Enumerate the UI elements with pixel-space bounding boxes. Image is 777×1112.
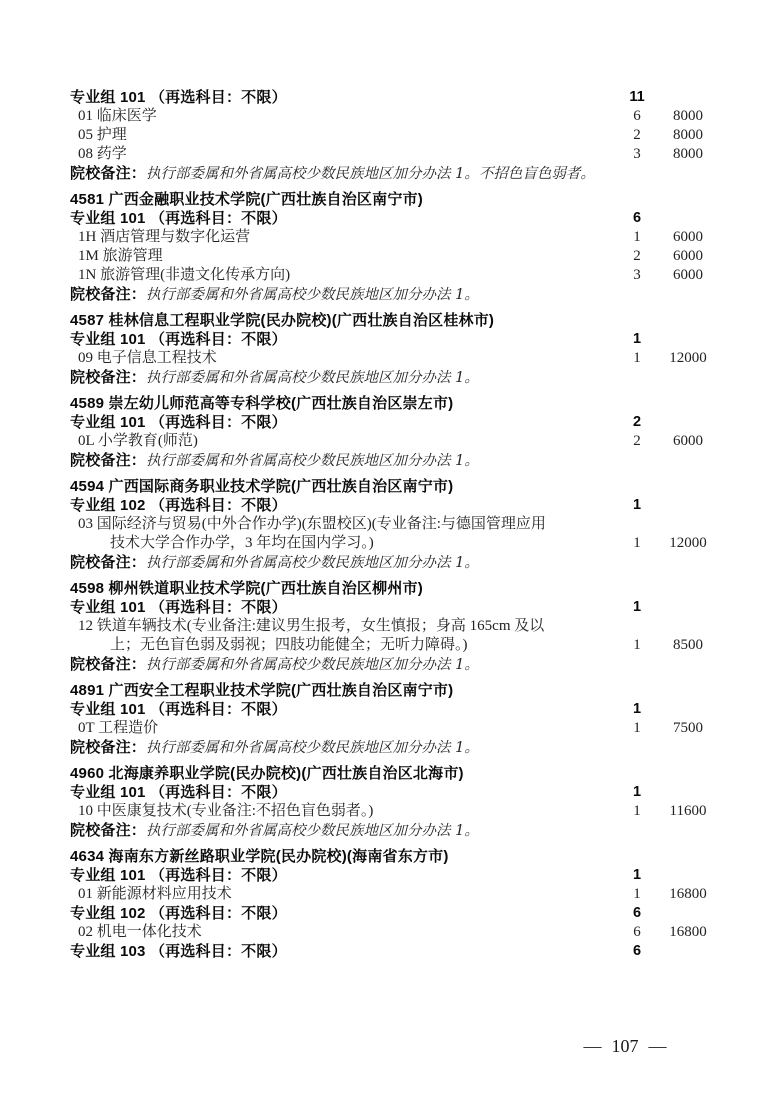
remark-row [70, 655, 712, 675]
plan-count: 3 [633, 267, 641, 283]
remark-label: 院校备注： [70, 822, 147, 839]
college-remark [70, 368, 712, 388]
major-name-line: 03 国际经济与贸易(中外合作办学)(东盟校区)(专业备注:与德国管理应用 [78, 516, 546, 532]
college-name: 4594 广西国际商务职业技术学院(广西壮族自治区南宁市) [70, 478, 454, 495]
plan-count: 3 [633, 146, 641, 162]
major-name-line: 01 临床医学 [78, 108, 157, 124]
remark-text: 执行部委属和外省属高校少数民族地区加分办法 1。不招色盲色弱者。 [146, 166, 595, 182]
plan-count: 6 [632, 905, 642, 921]
remark-text: 执行部委属和外省属高校少数民族地区加分办法 1。 [146, 370, 479, 386]
major-group-title: 专业组 102 （再选科目：不限） [70, 497, 287, 514]
tuition-fee: 6000 [673, 229, 703, 245]
major-name [70, 617, 610, 655]
group-row [70, 866, 712, 885]
major-name [70, 515, 610, 553]
major-row [70, 228, 712, 247]
major-name-line: 09 电子信息工程技术 [78, 350, 217, 366]
college-name: 4598 柳州铁道职业技术学院(广西壮族自治区柳州市) [70, 580, 423, 597]
college-row [70, 311, 712, 330]
college-remark [70, 164, 712, 184]
plan-count: 6 [633, 108, 641, 124]
major-name-line: 上；无色盲色弱及弱视；四肢功能健全；无听力障碍。) [110, 637, 468, 653]
college-name: 4581 广西金融职业技术学院(广西壮族自治区南宁市) [70, 191, 423, 208]
group-row [70, 700, 712, 719]
major-row [70, 107, 712, 126]
group-row [70, 496, 712, 515]
group-row [70, 209, 712, 228]
major-name-line: 12 铁道车辆技术(专业备注:建议男生报考，女生慎报；身高 165cm 及以 [78, 618, 545, 634]
remark-row [70, 738, 712, 758]
plan-count: 6 [632, 943, 642, 959]
college-remark [70, 738, 712, 758]
major-name [70, 802, 610, 821]
plan-count: 1 [632, 701, 642, 717]
tuition-fee: 16800 [669, 924, 707, 940]
footer-dash-left: — [583, 1036, 602, 1056]
college-remark [70, 285, 712, 305]
remark-label: 院校备注： [70, 656, 147, 673]
major-name [70, 923, 610, 942]
major-name-line: 08 药学 [78, 146, 127, 162]
major-row [70, 885, 712, 904]
tuition-fee: 6000 [673, 267, 703, 283]
college-name: 4587 桂林信息工程职业学院(民办院校)(广西壮族自治区桂林市) [70, 312, 495, 329]
group-row [70, 598, 712, 617]
remark-row [70, 164, 712, 184]
major-name-line: 1H 酒店管理与数字化运营 [78, 229, 251, 245]
major-group-title: 专业组 101 （再选科目：不限） [70, 867, 287, 884]
major-row [70, 617, 712, 655]
major-group-title: 专业组 103 （再选科目：不限） [70, 943, 287, 960]
remark-row [70, 553, 712, 573]
college-row [70, 477, 712, 496]
college-remark [70, 451, 712, 471]
plan-count: 6 [632, 210, 642, 226]
major-row [70, 145, 712, 164]
tuition-fee: 11600 [669, 803, 707, 819]
college-remark [70, 655, 712, 675]
major-row [70, 247, 712, 266]
remark-row [70, 821, 712, 841]
remark-label: 院校备注： [70, 165, 147, 182]
plan-count: 1 [632, 497, 642, 513]
major-name-line: 0L 小学教育(师范) [78, 433, 198, 449]
admission-plan-table [70, 88, 712, 961]
college-row [70, 579, 712, 598]
plan-count: 2 [633, 433, 641, 449]
plan-count: 1 [633, 229, 641, 245]
plan-count: 2 [633, 127, 641, 143]
tuition-fee: 6000 [673, 248, 703, 264]
plan-count: 2 [633, 248, 641, 264]
remark-label: 院校备注： [70, 452, 147, 469]
plan-count: 1 [632, 867, 642, 883]
major-group-title: 专业组 101 （再选科目：不限） [70, 701, 287, 718]
tuition-fee: 12000 [669, 350, 707, 366]
plan-count: 1 [632, 331, 642, 347]
page-number: 107 [611, 1036, 639, 1056]
college-section [70, 579, 712, 675]
major-row [70, 719, 712, 738]
page-footer [567, 1036, 683, 1057]
major-name-line: 02 机电一体化技术 [78, 924, 202, 940]
college-section [70, 681, 712, 758]
group-row [70, 942, 712, 961]
major-name [70, 885, 610, 904]
major-group-title: 专业组 101 （再选科目：不限） [70, 414, 287, 431]
college-name: 4634 海南东方新丝路职业学院(民办院校)(海南省东方市) [70, 848, 449, 865]
remark-label: 院校备注： [70, 369, 147, 386]
major-name [70, 107, 610, 126]
major-group-title: 专业组 101 （再选科目：不限） [70, 331, 287, 348]
remark-text: 执行部委属和外省属高校少数民族地区加分办法 1。 [146, 657, 479, 673]
college-section [70, 477, 712, 573]
major-name [70, 266, 610, 285]
remark-label: 院校备注： [70, 554, 147, 571]
tuition-fee: 7500 [673, 720, 703, 736]
major-name [70, 432, 610, 451]
college-name: 4891 广西安全工程职业技术学院(广西壮族自治区南宁市) [70, 682, 454, 699]
tuition-fee: 8000 [673, 127, 703, 143]
college-name: 4589 崇左幼儿师范高等专科学校(广西壮族自治区崇左市) [70, 395, 454, 412]
college-section [70, 847, 712, 961]
tuition-fee: 8000 [673, 108, 703, 124]
major-name [70, 247, 610, 266]
plan-count: 6 [633, 924, 641, 940]
remark-label: 院校备注： [70, 286, 147, 303]
major-name [70, 145, 610, 164]
tuition-fee: 8500 [673, 637, 703, 653]
remark-row [70, 285, 712, 305]
college-row [70, 394, 712, 413]
plan-count: 11 [629, 89, 645, 105]
major-group-title: 专业组 102 （再选科目：不限） [70, 905, 287, 922]
group-row [70, 413, 712, 432]
major-group-title: 专业组 101 （再选科目：不限） [70, 210, 287, 227]
major-row [70, 126, 712, 145]
major-name-line: 10 中医康复技术(专业备注:不招色盲色弱者。) [78, 803, 374, 819]
college-remark [70, 821, 712, 841]
plan-count: 1 [633, 886, 641, 902]
major-name-line: 1N 旅游管理(非遗文化传承方向) [78, 267, 291, 283]
remark-label: 院校备注： [70, 739, 147, 756]
college-section [70, 394, 712, 471]
remark-text: 执行部委属和外省属高校少数民族地区加分办法 1。 [146, 823, 479, 839]
group-row [70, 904, 712, 923]
college-section [70, 88, 712, 184]
college-row [70, 847, 712, 866]
college-row [70, 764, 712, 783]
group-row [70, 330, 712, 349]
college-section [70, 190, 712, 305]
plan-count: 1 [633, 637, 641, 653]
major-name-line: 0T 工程造价 [78, 720, 159, 736]
major-row [70, 802, 712, 821]
plan-count: 1 [633, 720, 641, 736]
major-name [70, 719, 610, 738]
plan-count: 1 [632, 599, 642, 615]
major-group-title: 专业组 101 （再选科目：不限） [70, 599, 287, 616]
major-name [70, 126, 610, 145]
group-row [70, 88, 712, 107]
plan-count: 2 [632, 414, 642, 430]
remark-text: 执行部委属和外省属高校少数民族地区加分办法 1。 [146, 287, 479, 303]
major-name-line: 05 护理 [78, 127, 127, 143]
major-row [70, 923, 712, 942]
remark-text: 执行部委属和外省属高校少数民族地区加分办法 1。 [146, 555, 479, 571]
tuition-fee: 12000 [669, 535, 707, 551]
footer-dash-right: — [648, 1036, 667, 1056]
plan-count: 1 [633, 803, 641, 819]
major-group-title: 专业组 101 （再选科目：不限） [70, 89, 287, 106]
college-section [70, 311, 712, 388]
group-row [70, 783, 712, 802]
major-row [70, 432, 712, 451]
college-remark [70, 553, 712, 573]
major-group-title: 专业组 101 （再选科目：不限） [70, 784, 287, 801]
plan-count: 1 [632, 784, 642, 800]
remark-row [70, 368, 712, 388]
remark-row [70, 451, 712, 471]
major-name-line: 1M 旅游管理 [78, 248, 163, 264]
major-name-line: 技术大学合作办学，3 年均在国内学习。) [110, 535, 374, 551]
college-row [70, 681, 712, 700]
major-name [70, 228, 610, 247]
college-section [70, 764, 712, 841]
major-name-line: 01 新能源材料应用技术 [78, 886, 232, 902]
college-row [70, 190, 712, 209]
major-name [70, 349, 610, 368]
major-row [70, 515, 712, 553]
major-row [70, 266, 712, 285]
remark-text: 执行部委属和外省属高校少数民族地区加分办法 1。 [146, 453, 479, 469]
tuition-fee: 8000 [673, 146, 703, 162]
tuition-fee: 16800 [669, 886, 707, 902]
major-row [70, 349, 712, 368]
plan-count: 1 [633, 535, 641, 551]
college-name: 4960 北海康养职业学院(民办院校)(广西壮族自治区北海市) [70, 765, 464, 782]
remark-text: 执行部委属和外省属高校少数民族地区加分办法 1。 [146, 740, 479, 756]
plan-count: 1 [633, 350, 641, 366]
tuition-fee: 6000 [673, 433, 703, 449]
